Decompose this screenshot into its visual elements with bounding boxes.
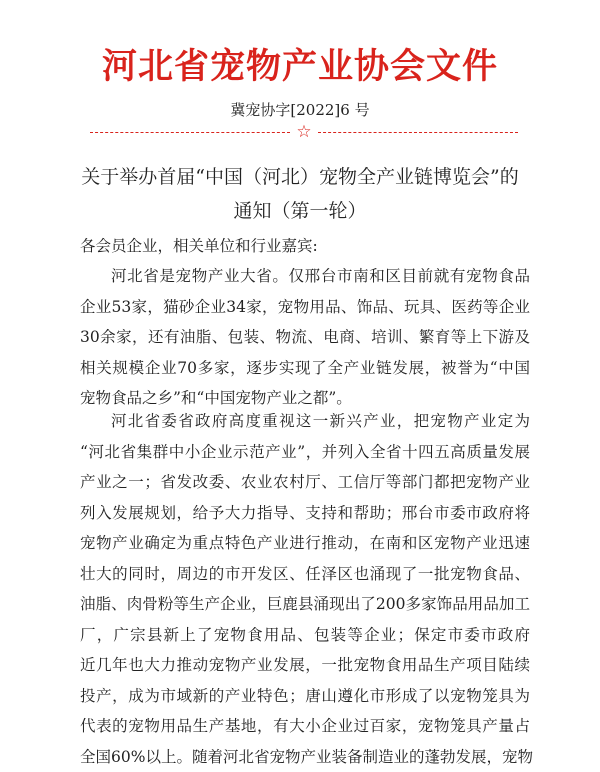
paragraph-line: 列入发展规划，给予大力指导、支持和帮助；邢台市委市政府将 (80, 498, 530, 529)
organization-title: 河北省宠物产业协会文件 (0, 44, 600, 90)
separator-line-left (90, 132, 290, 133)
body-paragraph-2 (80, 406, 530, 772)
paragraph-line: 相关规模企业70多家，逐步实现了全产业链发展，被誉为“中国 (80, 353, 530, 384)
paragraph-line: 代表的宠物用品生产基地，有大小企业过百家，宠物笼具产量占 (80, 711, 530, 742)
star-icon: ☆ (292, 121, 316, 143)
paragraph-line: 企业53家，猫砂企业34家，宠物用品、饰品、玩具、医药等企业 (80, 292, 530, 323)
paragraph-line: 投产，成为市域新的产业特色；唐山遵化市形成了以宠物笼具为 (80, 681, 530, 712)
paragraph-line: 宠物产业确定为重点特色产业进行推动，在南和区宠物产业迅速 (80, 528, 530, 559)
body-paragraph-1 (80, 261, 530, 414)
paragraph-line: 近几年也大力推动宠物产业发展，一批宠物食用品生产项目陆续 (80, 650, 530, 681)
document-number: 冀宠协字[2022]6 号 (0, 100, 600, 120)
paragraph-line: “河北省集群中小企业示范产业”，并列入全省十四五高质量发展 (80, 437, 530, 468)
paragraph-line: 产业之一；省发改委、农业农村厅、工信厅等部门都把宠物产业 (80, 467, 530, 498)
notice-title-line-1: 关于举办首届“中国（河北）宠物全产业链博览会”的 (40, 160, 560, 194)
paragraph-line: 壮大的同时，周边的市开发区、任泽区也涌现了一批宠物食品、 (80, 559, 530, 590)
paragraph-line: 河北省是宠物产业大省。仅邢台市南和区目前就有宠物食品 (80, 261, 530, 292)
paragraph-line: 油脂、肉骨粉等生产企业，巨鹿县涌现出了200多家饰品用品加工 (80, 589, 530, 620)
header-separator (90, 122, 518, 142)
paragraph-line: 河北省委省政府高度重视这一新兴产业，把宠物产业定为 (80, 406, 530, 437)
separator-line-right (318, 132, 518, 133)
paragraph-line: 厂，广宗县新上了宠物食用品、包装等企业；保定市委市政府 (80, 620, 530, 651)
paragraph-line: 全国60%以上。随着河北省宠物产业装备制造业的蓬勃发展，宠物 (80, 742, 530, 772)
paragraph-line: 宠物食品之乡”和“中国宠物产业之都”。 (80, 383, 530, 414)
notice-title (40, 160, 560, 228)
notice-title-line-2: 通知（第一轮） (40, 194, 560, 228)
paragraph-line: 30余家，还有油脂、包装、物流、电商、培训、繁育等上下游及 (80, 322, 530, 353)
salutation: 各会员企业，相关单位和行业嘉宾: (80, 236, 318, 256)
